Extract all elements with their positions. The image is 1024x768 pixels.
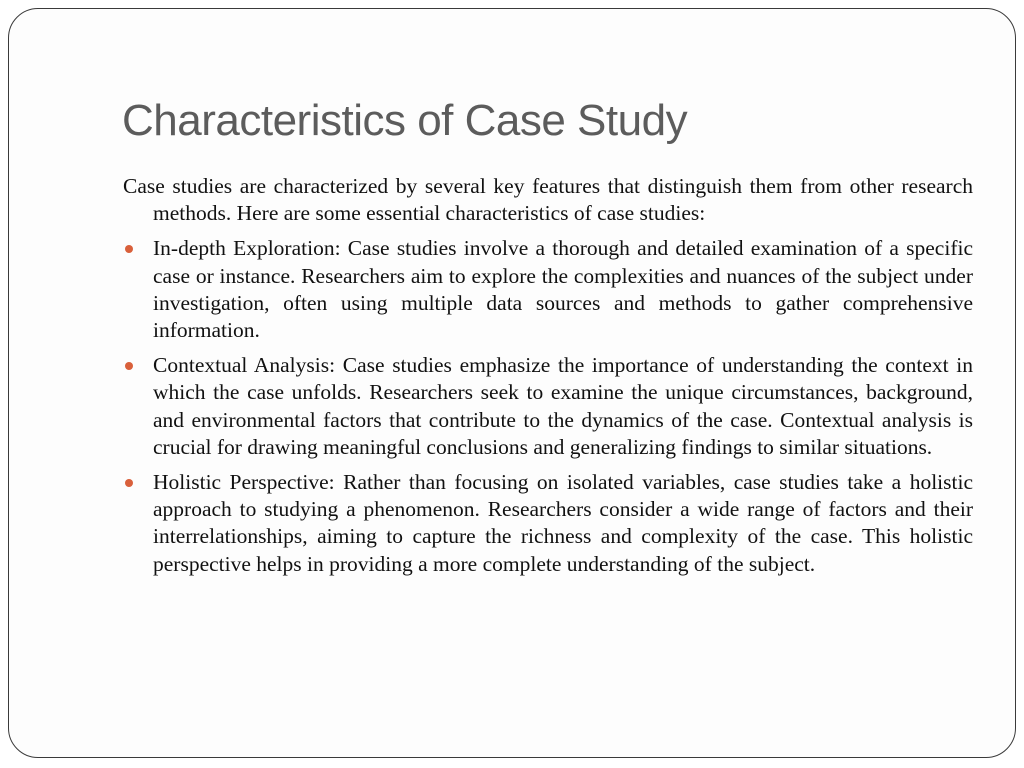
bullet-dot-icon [125, 479, 133, 487]
slide-body [123, 173, 973, 586]
bullet-dot-icon [125, 245, 133, 253]
bullet-item-contextual-analysis [123, 352, 973, 461]
bullet-item-holistic-perspective [123, 469, 973, 578]
bullet-text: Holistic Perspective: Rather than focusing on isolated variables, case studies take a holistic approach to studying a phenomenon. Researchers consider a wide range of factors and their interrelationships, aiming to capture the richness and complexity of the case. This holistic perspective helps in providing a more complete understanding of the subject. [153, 470, 973, 576]
bullet-list [123, 235, 973, 577]
bullet-text: Contextual Analysis: Case studies emphasize the importance of understanding the context in which the case unfolds. Researchers seek to examine the unique circumstances, background, and environmental factors that contribute to the dynamics of the case. Contextual analysis is crucial for drawing meaningful conclusions and generalizing findings to similar situations. [153, 353, 973, 459]
slide-frame [8, 8, 1016, 758]
intro-paragraph: Case studies are characterized by several key features that distinguish them from other research methods. Here are some essential characteristics of case studies: [123, 174, 973, 226]
bullet-item-in-depth-exploration [123, 235, 973, 344]
bullet-dot-icon [125, 362, 133, 370]
slide-title: Characteristics of Case Study [122, 96, 688, 145]
bullet-text: In-depth Exploration: Case studies involve a thorough and detailed examination of a specific case or instance. Researchers aim to explore the complexities and nuances of the subject under investigation, often using multiple data sources and methods to gather comprehensive information. [153, 236, 973, 343]
